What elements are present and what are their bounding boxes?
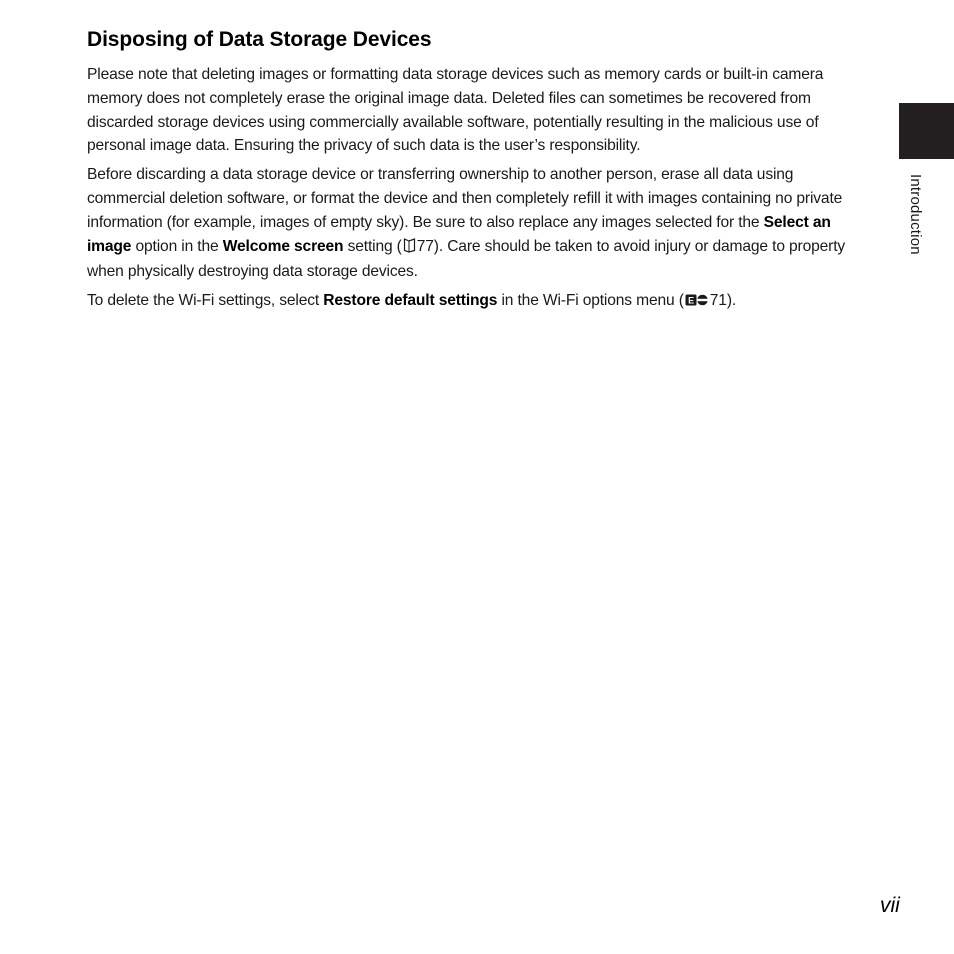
section-heading: Disposing of Data Storage Devices <box>87 28 432 51</box>
reference-section-icon <box>685 291 709 315</box>
text-run: setting ( <box>343 237 402 255</box>
text-run: To delete the Wi-Fi settings, select <box>87 292 324 310</box>
text-run: ). <box>726 292 737 310</box>
paragraph-wifi <box>87 289 867 315</box>
text-run: Before discarding a data storage device or transferring ownership to another person, erase all data using commercial deletion software, or format the device and then completely refill it with images containing no private information (for example, images of empty sky). Be sure to also replace any images selected for the <box>87 166 843 231</box>
text-run: option in the <box>131 237 223 255</box>
book-reference-icon <box>403 237 416 261</box>
svg-text:E: E <box>687 295 694 306</box>
page-ref: 71 <box>709 292 727 310</box>
setting-select-an-image: Select an image <box>87 213 831 255</box>
setting-welcome-screen: Welcome screen <box>222 237 344 255</box>
section-tab-marker <box>899 103 954 159</box>
page-ref: 77 <box>416 237 434 255</box>
text-run: ). Care should be taken to avoid injury or damage to property when physically destroying data storage devices. <box>87 237 846 281</box>
text-run: in the Wi-Fi options menu ( <box>497 292 684 310</box>
paragraph-discarding <box>87 163 867 284</box>
section-label: Introduction <box>907 174 924 255</box>
setting-restore-default: Restore default settings <box>323 292 498 310</box>
page-number: vii <box>880 894 900 917</box>
page-content <box>87 26 867 320</box>
paragraph-privacy: Please note that deleting images or formatting data storage devices such as memory cards or built-in camera memory does not completely erase the original image data. Deleted files can sometimes be recovered from discarded storage devices using commercially available software, potentially resulting in the malicious use of personal image data. Ensuring the privacy of such data is the user’s responsibility. <box>87 66 824 155</box>
